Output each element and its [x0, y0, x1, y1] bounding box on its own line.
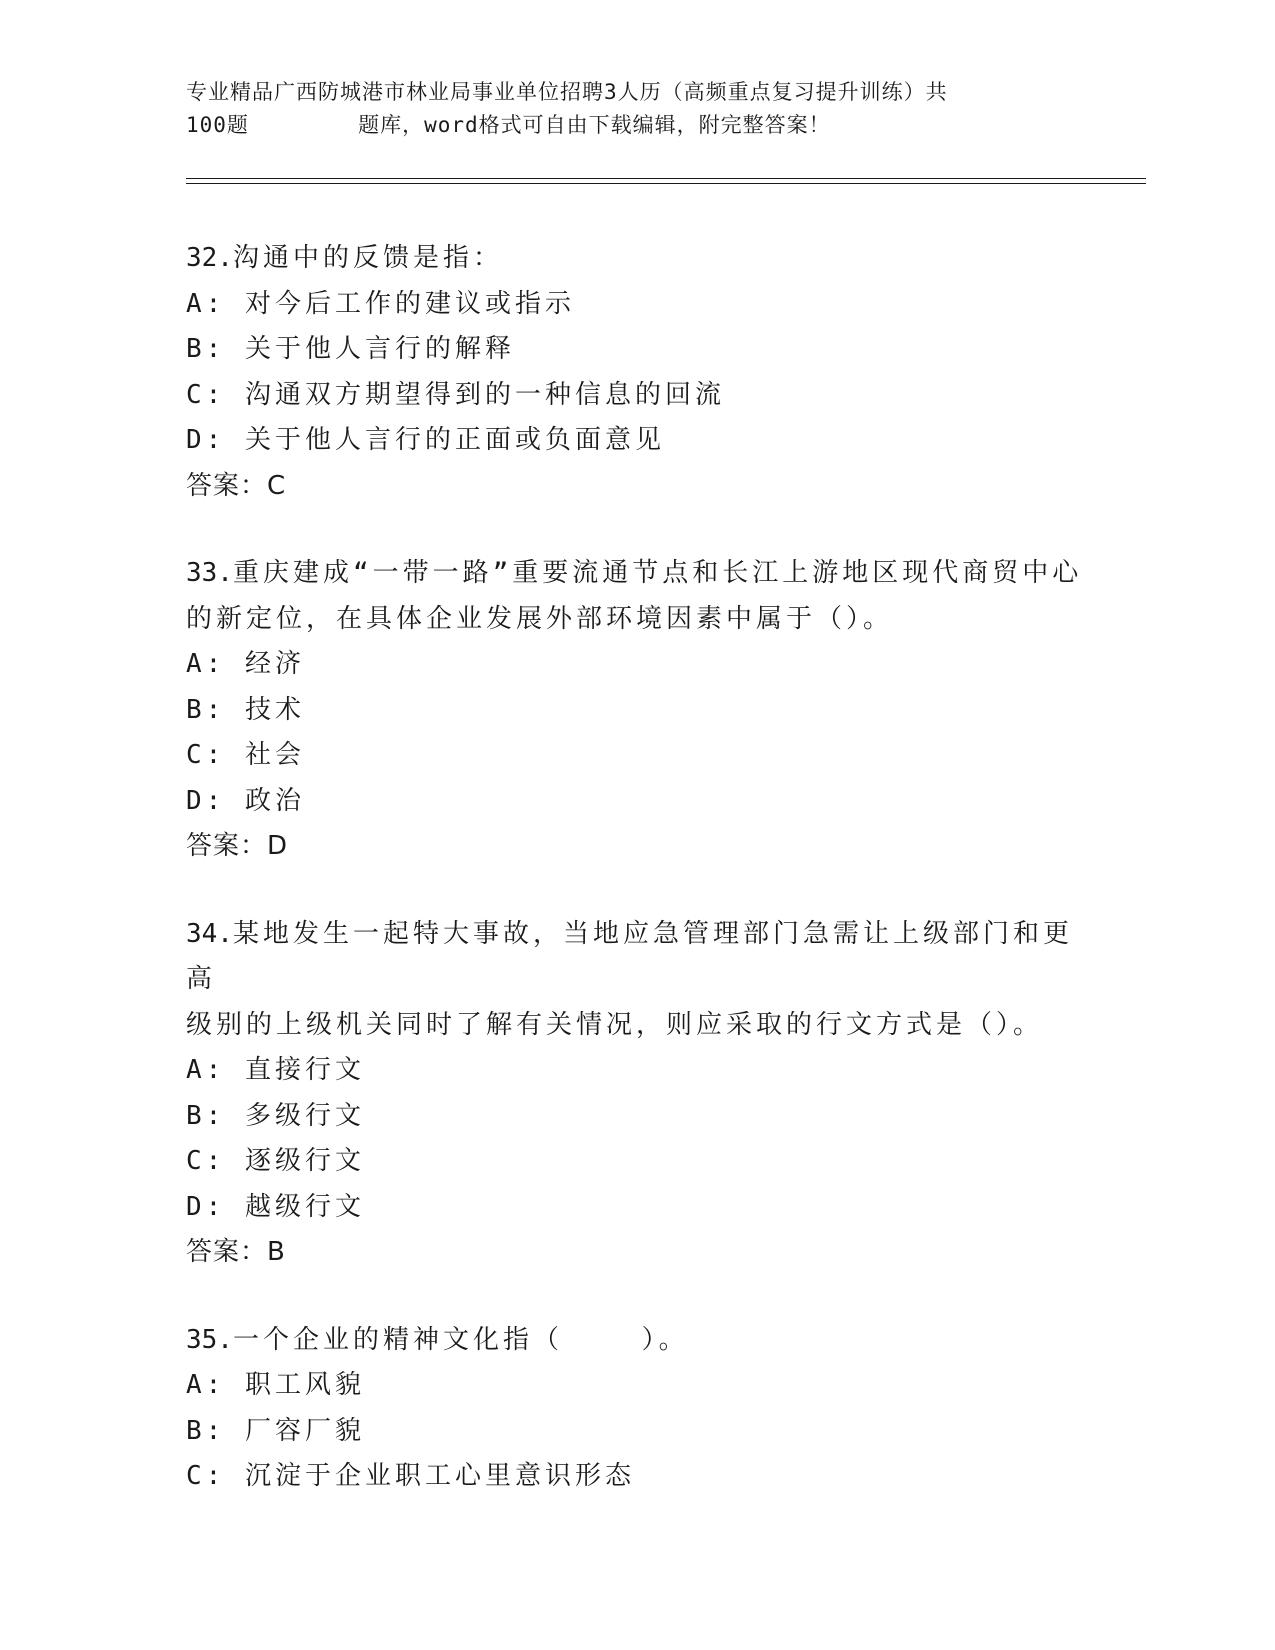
question-stem: [186, 1318, 1086, 1364]
option-b: B: 技术: [186, 694, 305, 725]
question-stem-continued: 的新定位，在具体企业发展外部环境因素中属于（）。: [186, 603, 894, 634]
option-b: B: 多级行文: [186, 1100, 365, 1131]
option-a: A: 对今后工作的建议或指示: [186, 288, 575, 319]
question-number: 33.: [186, 558, 233, 588]
question-number: 35.: [186, 1324, 233, 1355]
option-c: C: 社会: [186, 740, 305, 770]
option-c: C: 沟通双方期望得到的一种信息的回流: [186, 379, 725, 410]
question-stem: [186, 236, 1086, 282]
question-33: [186, 551, 1086, 870]
header-divider-bottom: [186, 183, 1146, 184]
answer-line: 答案：C: [186, 470, 287, 501]
question-35: [186, 1318, 1086, 1500]
question-stem: [186, 912, 1086, 1003]
question-34: [186, 912, 1086, 1276]
header-divider-top: [186, 178, 1146, 179]
option-d: D: 越级行文: [186, 1191, 365, 1222]
question-number: 32.: [186, 243, 233, 273]
option-c: C: 逐级行文: [186, 1146, 365, 1176]
option-a: A: 经济: [186, 649, 305, 679]
option-d: D: 关于他人言行的正面或负面意见: [186, 425, 665, 455]
question-number: 34.: [186, 918, 233, 949]
option-c: C: 沉淀于企业职工心里意识形态: [186, 1461, 635, 1491]
answer-line: 答案：B: [186, 1237, 286, 1267]
question-text: 沟通中的反馈是指：: [232, 243, 503, 273]
option-a: A: 职工风貌: [186, 1370, 365, 1400]
question-text: 重庆建成“一带一路”重要流通节点和长江上游地区现代商贸中心: [232, 558, 1083, 588]
answer-line: 答案：D: [186, 831, 289, 861]
question-32: [186, 236, 1086, 509]
question-text: 一个企业的精神文化指（ ）。: [232, 1324, 689, 1355]
question-list: [186, 236, 1086, 1542]
question-stem: [186, 551, 1086, 597]
option-d: D: 政治: [186, 785, 305, 816]
document-header: [186, 76, 1086, 142]
header-line-2: 100题 题库，word格式可自由下载编辑，附完整答案！: [186, 113, 831, 137]
option-a: A: 直接行文: [186, 1055, 365, 1085]
header-line-1: 专业精品广西防城港市林业局事业单位招聘3人历（高频重点复习提升训练）共: [186, 80, 948, 104]
question-text: 某地发生一起特大事故，当地应急管理部门急需让上级部门和更高: [186, 918, 1073, 994]
question-stem-continued: 级别的上级机关同时了解有关情况，则应采取的行文方式是（）。: [186, 1009, 1044, 1040]
option-b: B: 厂容厂貌: [186, 1415, 365, 1446]
option-b: B: 关于他人言行的解释: [186, 334, 515, 364]
